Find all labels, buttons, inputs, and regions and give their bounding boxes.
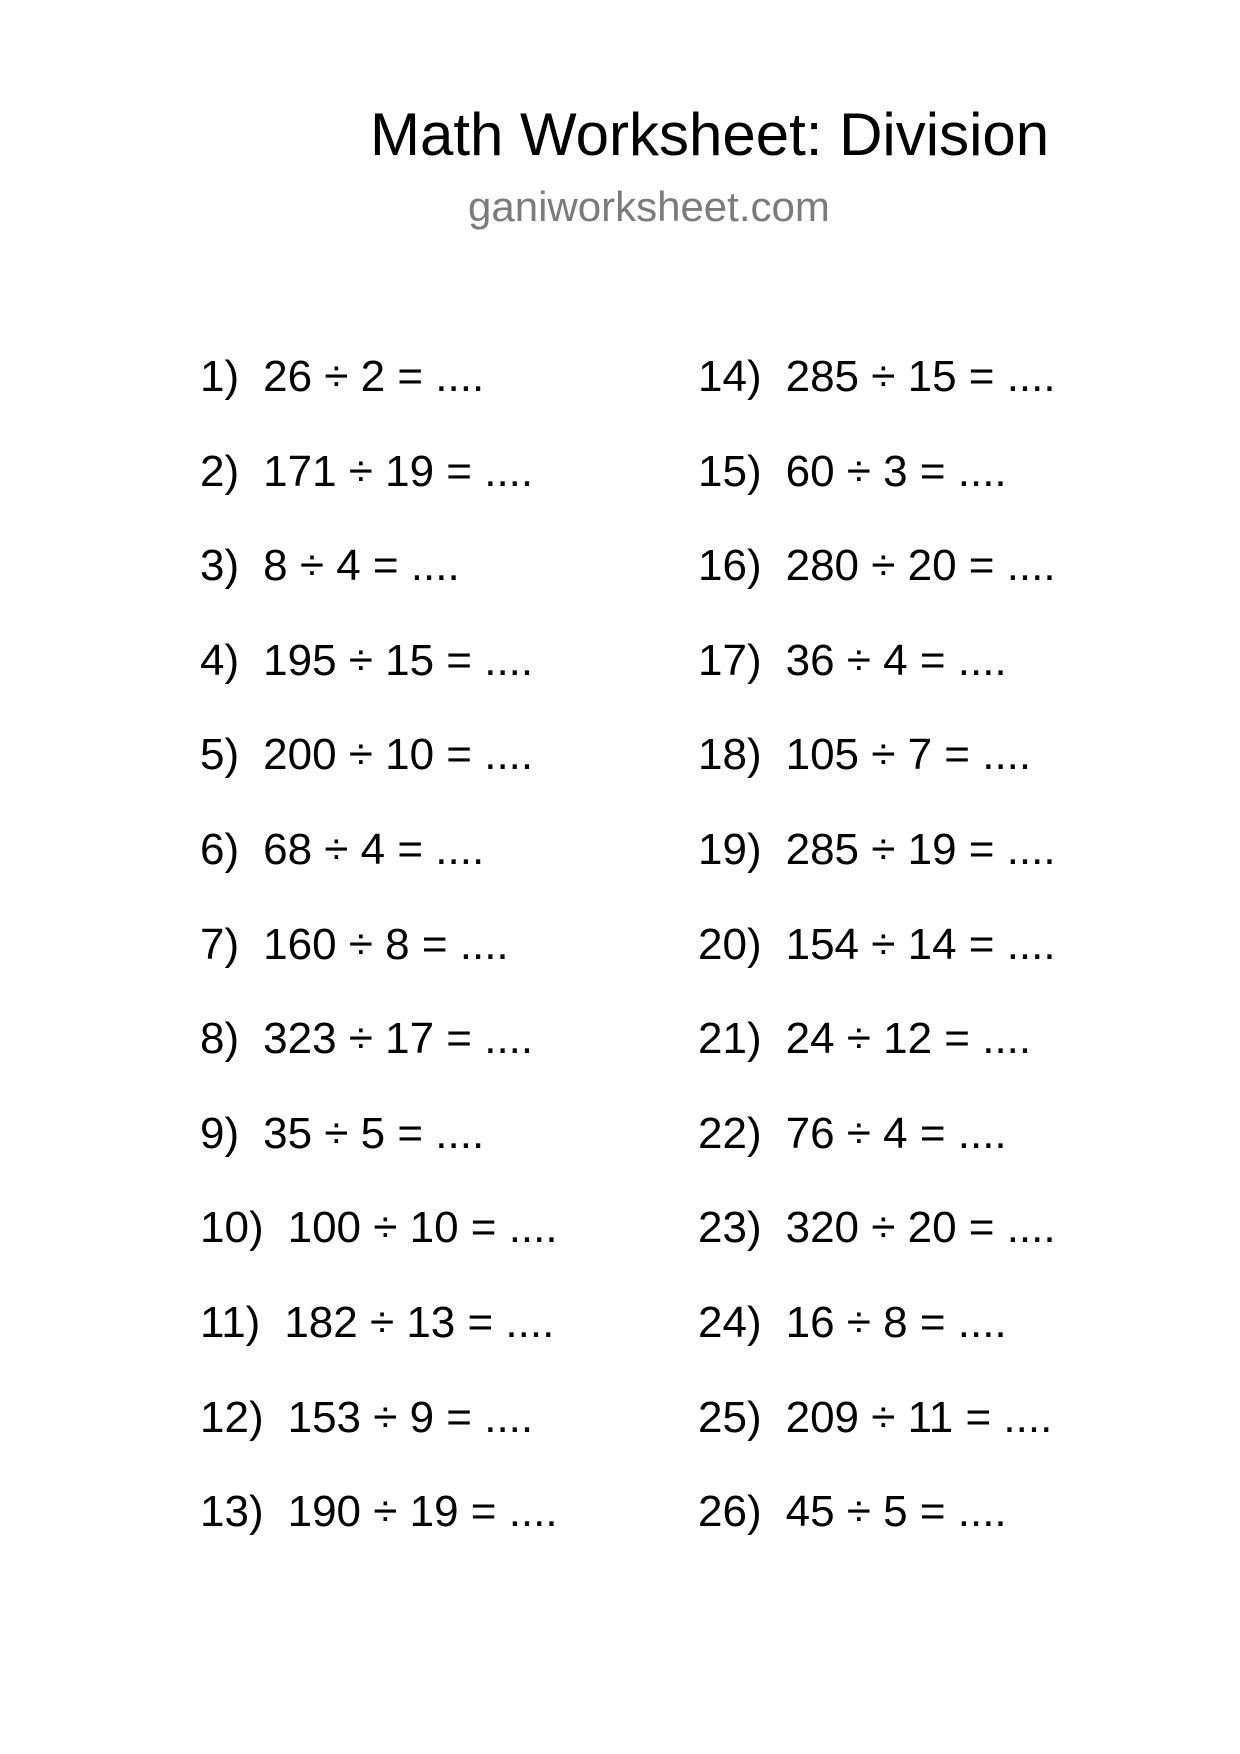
problem-number: 7) bbox=[200, 919, 240, 969]
problem-item bbox=[698, 1198, 1056, 1293]
problem-item bbox=[698, 1388, 1056, 1483]
problem-expression: 323 ÷ 17 = .... bbox=[263, 1014, 534, 1064]
problem-item bbox=[698, 1009, 1056, 1104]
problem-item bbox=[200, 536, 558, 631]
problem-expression: 209 ÷ 11 = .... bbox=[785, 1392, 1053, 1442]
problem-item bbox=[698, 820, 1056, 915]
problem-number: 26) bbox=[698, 1487, 762, 1537]
page-title: Math Worksheet: Division bbox=[370, 101, 1050, 168]
problem-number: 17) bbox=[698, 635, 762, 685]
problem-item bbox=[200, 442, 558, 537]
problem-expression: 320 ÷ 20 = .... bbox=[785, 1203, 1056, 1253]
problem-number: 23) bbox=[698, 1203, 762, 1253]
problem-item bbox=[698, 442, 1056, 537]
problem-expression: 154 ÷ 14 = .... bbox=[785, 919, 1056, 969]
problem-item bbox=[200, 725, 558, 820]
problem-number: 4) bbox=[200, 635, 240, 685]
problem-item bbox=[698, 536, 1056, 631]
problem-number: 10) bbox=[200, 1203, 264, 1253]
problem-item bbox=[200, 1482, 558, 1577]
problem-expression: 190 ÷ 19 = .... bbox=[287, 1487, 558, 1537]
problem-item bbox=[200, 631, 558, 726]
problem-expression: 285 ÷ 15 = .... bbox=[785, 352, 1056, 401]
problem-expression: 195 ÷ 15 = .... bbox=[263, 635, 534, 685]
problem-item bbox=[200, 915, 558, 1010]
problem-number: 20) bbox=[698, 919, 762, 969]
problem-item bbox=[698, 725, 1056, 820]
problem-expression: 105 ÷ 7 = .... bbox=[785, 730, 1032, 780]
problem-expression: 36 ÷ 4 = .... bbox=[785, 635, 1007, 685]
problem-number: 16) bbox=[698, 541, 762, 591]
problem-column-right bbox=[698, 347, 1056, 1577]
problem-number: 15) bbox=[698, 446, 762, 496]
problem-expression: 182 ÷ 13 = .... bbox=[284, 1297, 555, 1347]
problem-expression: 76 ÷ 4 = .... bbox=[785, 1108, 1007, 1158]
problem-number: 24) bbox=[698, 1297, 762, 1347]
problem-number: 14) bbox=[698, 352, 762, 401]
problem-item bbox=[698, 347, 1056, 442]
problem-item bbox=[200, 1198, 558, 1293]
problem-expression: 24 ÷ 12 = .... bbox=[785, 1014, 1032, 1064]
problem-number: 18) bbox=[698, 730, 762, 780]
problem-item bbox=[698, 1104, 1056, 1199]
problem-number: 22) bbox=[698, 1108, 762, 1158]
problem-number: 12) bbox=[200, 1392, 264, 1442]
problem-item bbox=[200, 820, 558, 915]
problem-number: 5) bbox=[200, 730, 240, 780]
problem-item bbox=[200, 1293, 558, 1388]
problem-expression: 26 ÷ 2 = .... bbox=[263, 352, 485, 401]
problem-expression: 35 ÷ 5 = .... bbox=[263, 1108, 485, 1158]
problem-expression: 153 ÷ 9 = .... bbox=[287, 1392, 534, 1442]
problem-expression: 60 ÷ 3 = .... bbox=[785, 446, 1007, 496]
problem-expression: 16 ÷ 8 = .... bbox=[785, 1297, 1007, 1347]
problem-item bbox=[698, 1293, 1056, 1388]
problem-expression: 285 ÷ 19 = .... bbox=[785, 824, 1056, 874]
problem-number: 3) bbox=[200, 541, 240, 591]
problem-number: 8) bbox=[200, 1014, 240, 1064]
problem-number: 9) bbox=[200, 1108, 240, 1158]
problem-expression: 171 ÷ 19 = .... bbox=[263, 446, 534, 496]
problem-expression: 45 ÷ 5 = .... bbox=[785, 1487, 1007, 1537]
problem-number: 19) bbox=[698, 824, 762, 874]
problem-expression: 68 ÷ 4 = .... bbox=[263, 824, 485, 874]
problem-number: 21) bbox=[698, 1014, 762, 1064]
problem-item bbox=[200, 1388, 558, 1483]
problem-item bbox=[200, 1104, 558, 1199]
page-subtitle: ganiworksheet.com bbox=[468, 183, 830, 230]
problem-item bbox=[698, 631, 1056, 726]
problem-expression: 280 ÷ 20 = .... bbox=[785, 541, 1056, 591]
problem-column-left bbox=[200, 347, 558, 1577]
problem-number: 1) bbox=[200, 352, 240, 401]
problem-number: 25) bbox=[698, 1392, 762, 1442]
problem-number: 2) bbox=[200, 446, 240, 496]
problem-item bbox=[200, 1009, 558, 1104]
problem-expression: 100 ÷ 10 = .... bbox=[287, 1203, 558, 1253]
problem-item bbox=[698, 1482, 1056, 1577]
problem-item bbox=[698, 915, 1056, 1010]
problem-item bbox=[200, 347, 558, 442]
problem-number: 13) bbox=[200, 1487, 264, 1537]
problem-expression: 200 ÷ 10 = .... bbox=[263, 730, 534, 780]
problem-expression: 160 ÷ 8 = .... bbox=[263, 919, 509, 969]
problem-number: 6) bbox=[200, 824, 240, 874]
problem-expression: 8 ÷ 4 = .... bbox=[263, 541, 460, 591]
problem-number: 11) bbox=[200, 1297, 261, 1347]
